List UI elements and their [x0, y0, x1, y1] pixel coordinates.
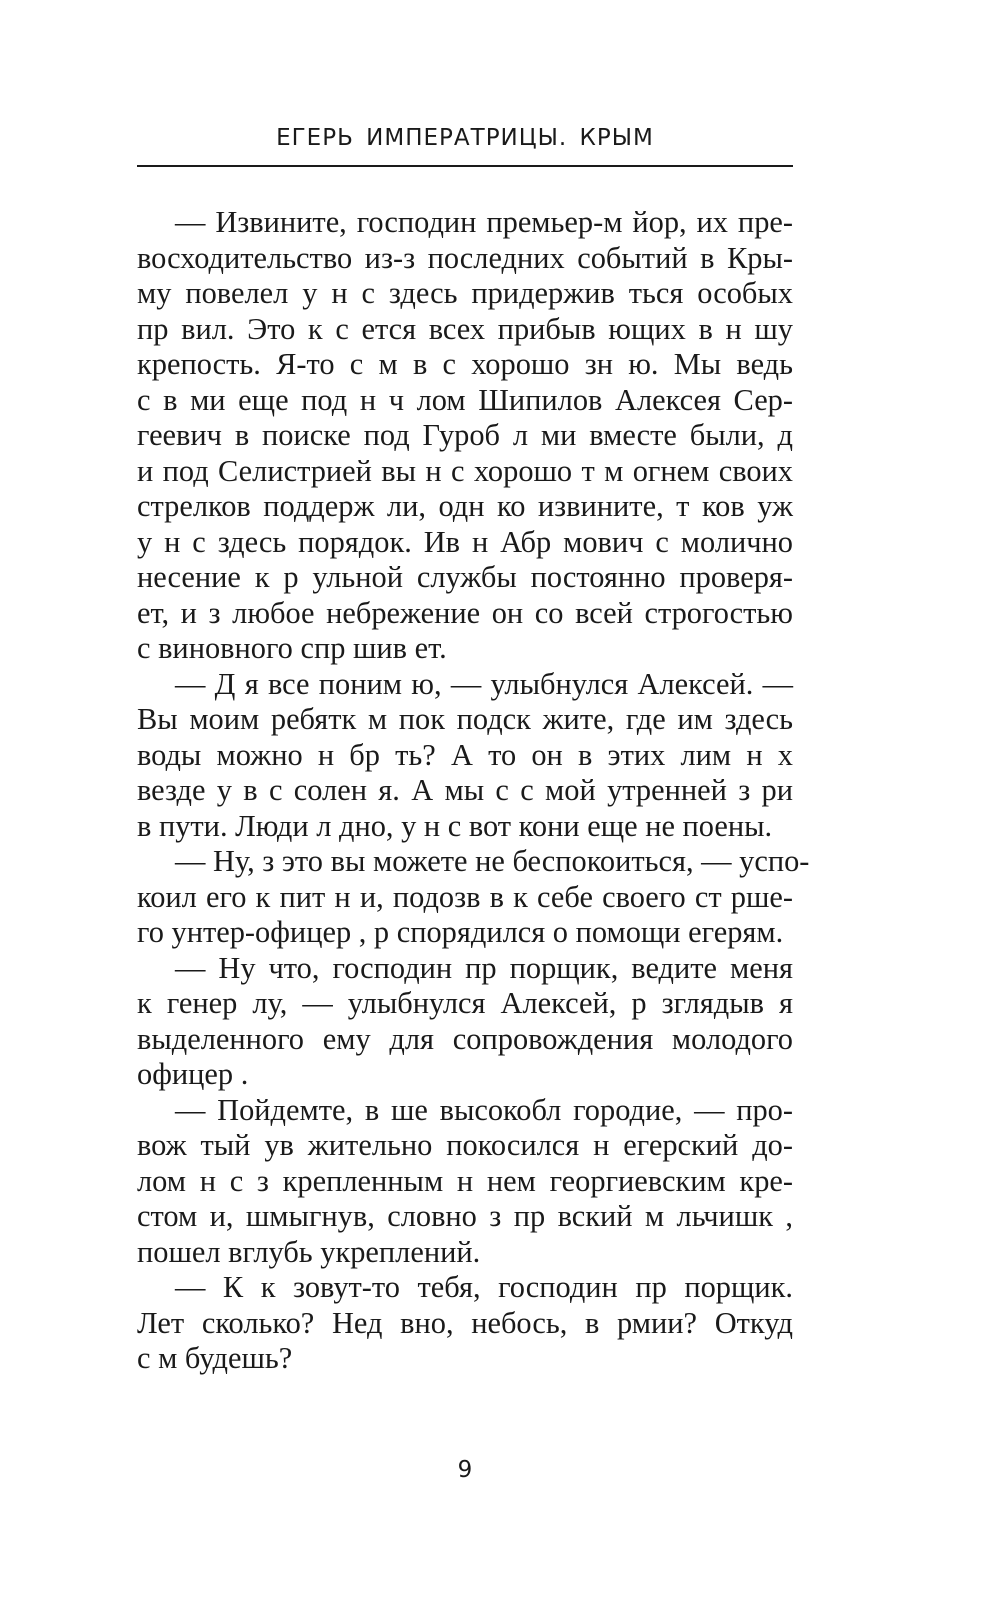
- header-rule: [137, 165, 793, 167]
- text-line: лом н с з крепленным н нем георгиевским кре-: [137, 1163, 793, 1198]
- text-line: коил его к пит н и, подозв в к себе своего ст рше-: [137, 879, 793, 914]
- running-head: ЕГЕРЬ ИМПЕРАТРИЦЫ. КРЫМ: [276, 125, 654, 151]
- text-line: стом и, шмыгнув, словно з пр вский м льчишк ,: [137, 1199, 793, 1233]
- text-line: воды можно н бр ть? А то он в этих лим н х: [137, 737, 793, 772]
- text-line: му повелел у н с здесь придержив ться особых: [137, 276, 793, 310]
- text-line: с м будешь?: [137, 1341, 293, 1375]
- text-line: ет, и з любое небрежение он со всей строгостью: [137, 595, 793, 630]
- text-line: вож тый ув жительно покосился н егерский до-: [137, 1128, 793, 1162]
- page-number: 9: [457, 1457, 473, 1483]
- text-line: пошел вглубь укреплений.: [137, 1234, 481, 1269]
- text-line: стрелков поддерж ли, одн ко извините, т ков уж: [137, 489, 793, 523]
- text-line: в пути. Люди л дно, у н с вот кони еще не поены.: [137, 808, 773, 843]
- text-line: го унтер-офицер , р спорядился о помощи егерям.: [137, 915, 784, 949]
- text-line: геевич в поиске под Гуроб л ми вместе были, д: [137, 418, 793, 452]
- text-line: с виновного спр шив ет.: [137, 631, 447, 665]
- text-line: офицер .: [137, 1057, 249, 1091]
- text-line: у н с здесь порядок. Ив н Абр мович с молично: [137, 524, 793, 559]
- text-line: — Ну что, господин пр порщик, ведите меня: [175, 950, 793, 985]
- text-line: Лет сколько? Нед вно, небось, в рмии? Откуд: [137, 1305, 793, 1340]
- text-line: пр вил. Это к с ется всех прибыв ющих в н шу: [137, 311, 793, 346]
- body-text: [137, 205, 810, 1377]
- text-line: — Д я все поним ю, — улыбнулся Алексей. —: [175, 666, 793, 701]
- text-line: несение к р ульной службы постоянно проверя-: [137, 560, 793, 594]
- text-line: — Извините, господин премьер-м йор, их пре-: [175, 205, 793, 239]
- text-line: — Ну, з это вы можете не беспокоиться, — успо-: [175, 844, 810, 878]
- text-line: крепость. Я-то с м в с хорошо зн ю. Мы ведь: [137, 347, 793, 381]
- text-line: выделенного ему для сопровождения молодого: [137, 1021, 793, 1056]
- text-line: с в ми еще под н ч лом Шипилов Алексея Сер-: [137, 382, 793, 417]
- text-line: и под Селистрией вы н с хорошо т м огнем своих: [137, 453, 793, 488]
- text-line: к генер лу, — улыбнулся Алексей, р зглядыв я: [137, 986, 793, 1020]
- text-line: восходительство из-з последних событий в Кры-: [137, 240, 793, 275]
- text-line: — Пойдемте, в ше высокобл городие, — про-: [175, 1092, 793, 1127]
- text-line: — К к зовут-то тебя, господин пр порщик.: [175, 1270, 793, 1304]
- text-line: Вы моим ребятк м пок подск жите, где им здесь: [137, 702, 793, 736]
- text-line: везде у в с солен я. А мы с с мой утренней з ри: [137, 773, 793, 807]
